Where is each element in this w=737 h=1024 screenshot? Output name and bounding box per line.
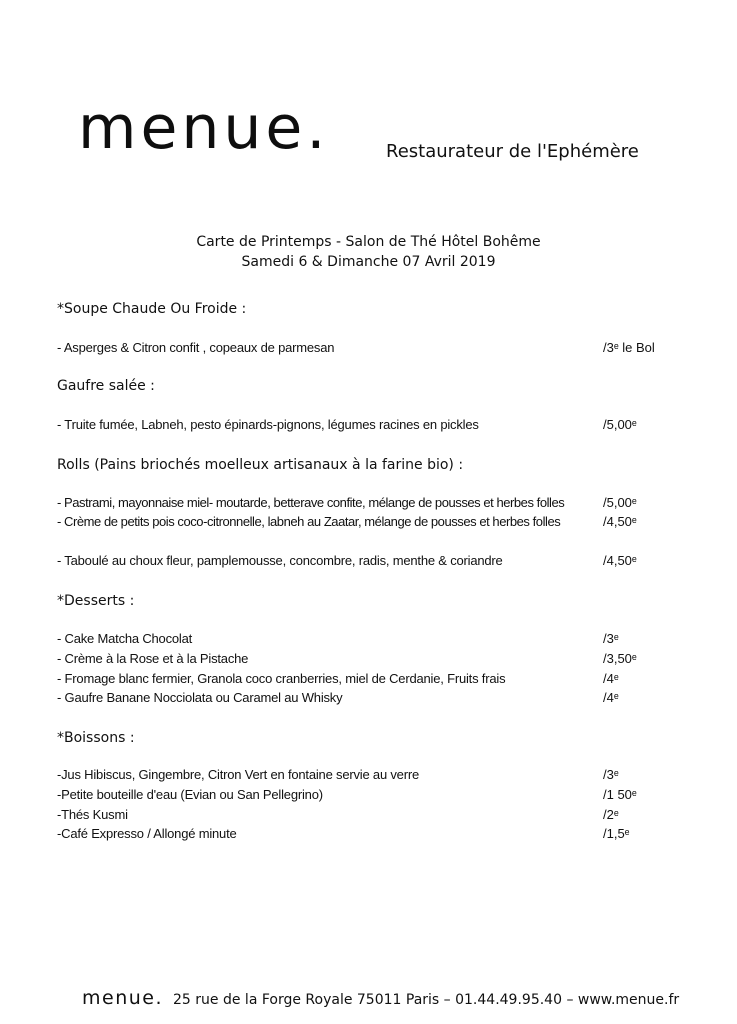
item-price: /4ᵉ xyxy=(603,671,619,686)
item-price: /5,00ᵉ xyxy=(603,417,637,432)
brand-logo: menue. xyxy=(78,93,330,163)
item-description: -Jus Hibiscus, Gingembre, Citron Vert en fontaine servie au verre xyxy=(57,767,420,782)
menu-item xyxy=(57,650,677,668)
item-description: - Pastrami, mayonnaise miel- moutarde, betterave confite, mélange de pousses et herbes folles xyxy=(57,495,565,510)
section-title-soupe: *Soupe Chaude Ou Froide : xyxy=(57,301,247,317)
menu-item xyxy=(57,825,677,843)
item-price: /2ᵉ xyxy=(603,807,619,822)
item-price: /1,5ᵉ xyxy=(603,826,630,841)
item-description: - Crème de petits pois coco-citronnelle, labneh au Zaatar, mélange de pousses et herbes folles xyxy=(57,514,561,529)
menu-item xyxy=(57,339,677,357)
item-description: - Crème à la Rose et à la Pistache xyxy=(57,651,249,666)
menu-subtitle xyxy=(0,232,737,272)
section-title-boissons: *Boissons : xyxy=(57,730,135,746)
menu-item xyxy=(57,786,677,804)
item-price: /4ᵉ xyxy=(603,690,619,705)
item-price: /4,50ᵉ xyxy=(603,553,637,568)
footer-logo: menue. xyxy=(82,987,164,1009)
item-description: -Café Expresso / Allongé minute xyxy=(57,826,237,841)
item-price: /3ᵉ xyxy=(603,767,619,782)
item-description: -Petite bouteille d'eau (Evian ou San Pellegrino) xyxy=(57,787,323,802)
item-price: /4,50ᵉ xyxy=(603,514,637,529)
menu-item xyxy=(57,689,677,707)
item-description: - Cake Matcha Chocolat xyxy=(57,631,193,646)
menu-item xyxy=(57,416,677,434)
item-description: - Fromage blanc fermier, Granola coco cranberries, miel de Cerdanie, Fruits frais xyxy=(57,671,506,686)
subtitle-line-2: Samedi 6 & Dimanche 07 Avril 2019 xyxy=(241,254,496,270)
section-title-rolls: Rolls (Pains briochés moelleux artisanaux à la farine bio) : xyxy=(57,457,464,473)
menu-item xyxy=(57,670,677,688)
item-description: - Taboulé au choux fleur, pamplemousse, concombre, radis, menthe & coriandre xyxy=(57,553,503,568)
menu-item xyxy=(57,552,677,570)
item-price: /3ᵉ xyxy=(603,631,619,646)
item-description: - Asperges & Citron confit , copeaux de parmesan xyxy=(57,340,335,355)
item-price: /3ᵉ le Bol xyxy=(603,340,655,355)
brand-tagline: Restaurateur de l'Ephémère xyxy=(386,141,639,162)
item-price: /1 50ᵉ xyxy=(603,787,637,802)
section-title-desserts: *Desserts : xyxy=(57,593,135,609)
subtitle-line-1: Carte de Printemps - Salon de Thé Hôtel Bohême xyxy=(196,234,541,250)
footer-contact: 25 rue de la Forge Royale 75011 Paris – 01.44.49.95.40 – www.menue.fr xyxy=(173,992,680,1008)
menu-item xyxy=(57,766,677,784)
item-price: /5,00ᵉ xyxy=(603,495,637,510)
section-title-gaufre: Gaufre salée : xyxy=(57,378,155,394)
menu-item xyxy=(57,806,677,824)
menu-item xyxy=(57,630,677,648)
item-description: - Gaufre Banane Nocciolata ou Caramel au Whisky xyxy=(57,690,343,705)
item-description: -Thés Kusmi xyxy=(57,807,128,822)
menu-item xyxy=(57,494,677,512)
footer xyxy=(82,988,679,1010)
menu-item xyxy=(57,513,677,531)
item-description: - Truite fumée, Labneh, pesto épinards-pignons, légumes racines en pickles xyxy=(57,417,479,432)
item-price: /3,50ᵉ xyxy=(603,651,637,666)
